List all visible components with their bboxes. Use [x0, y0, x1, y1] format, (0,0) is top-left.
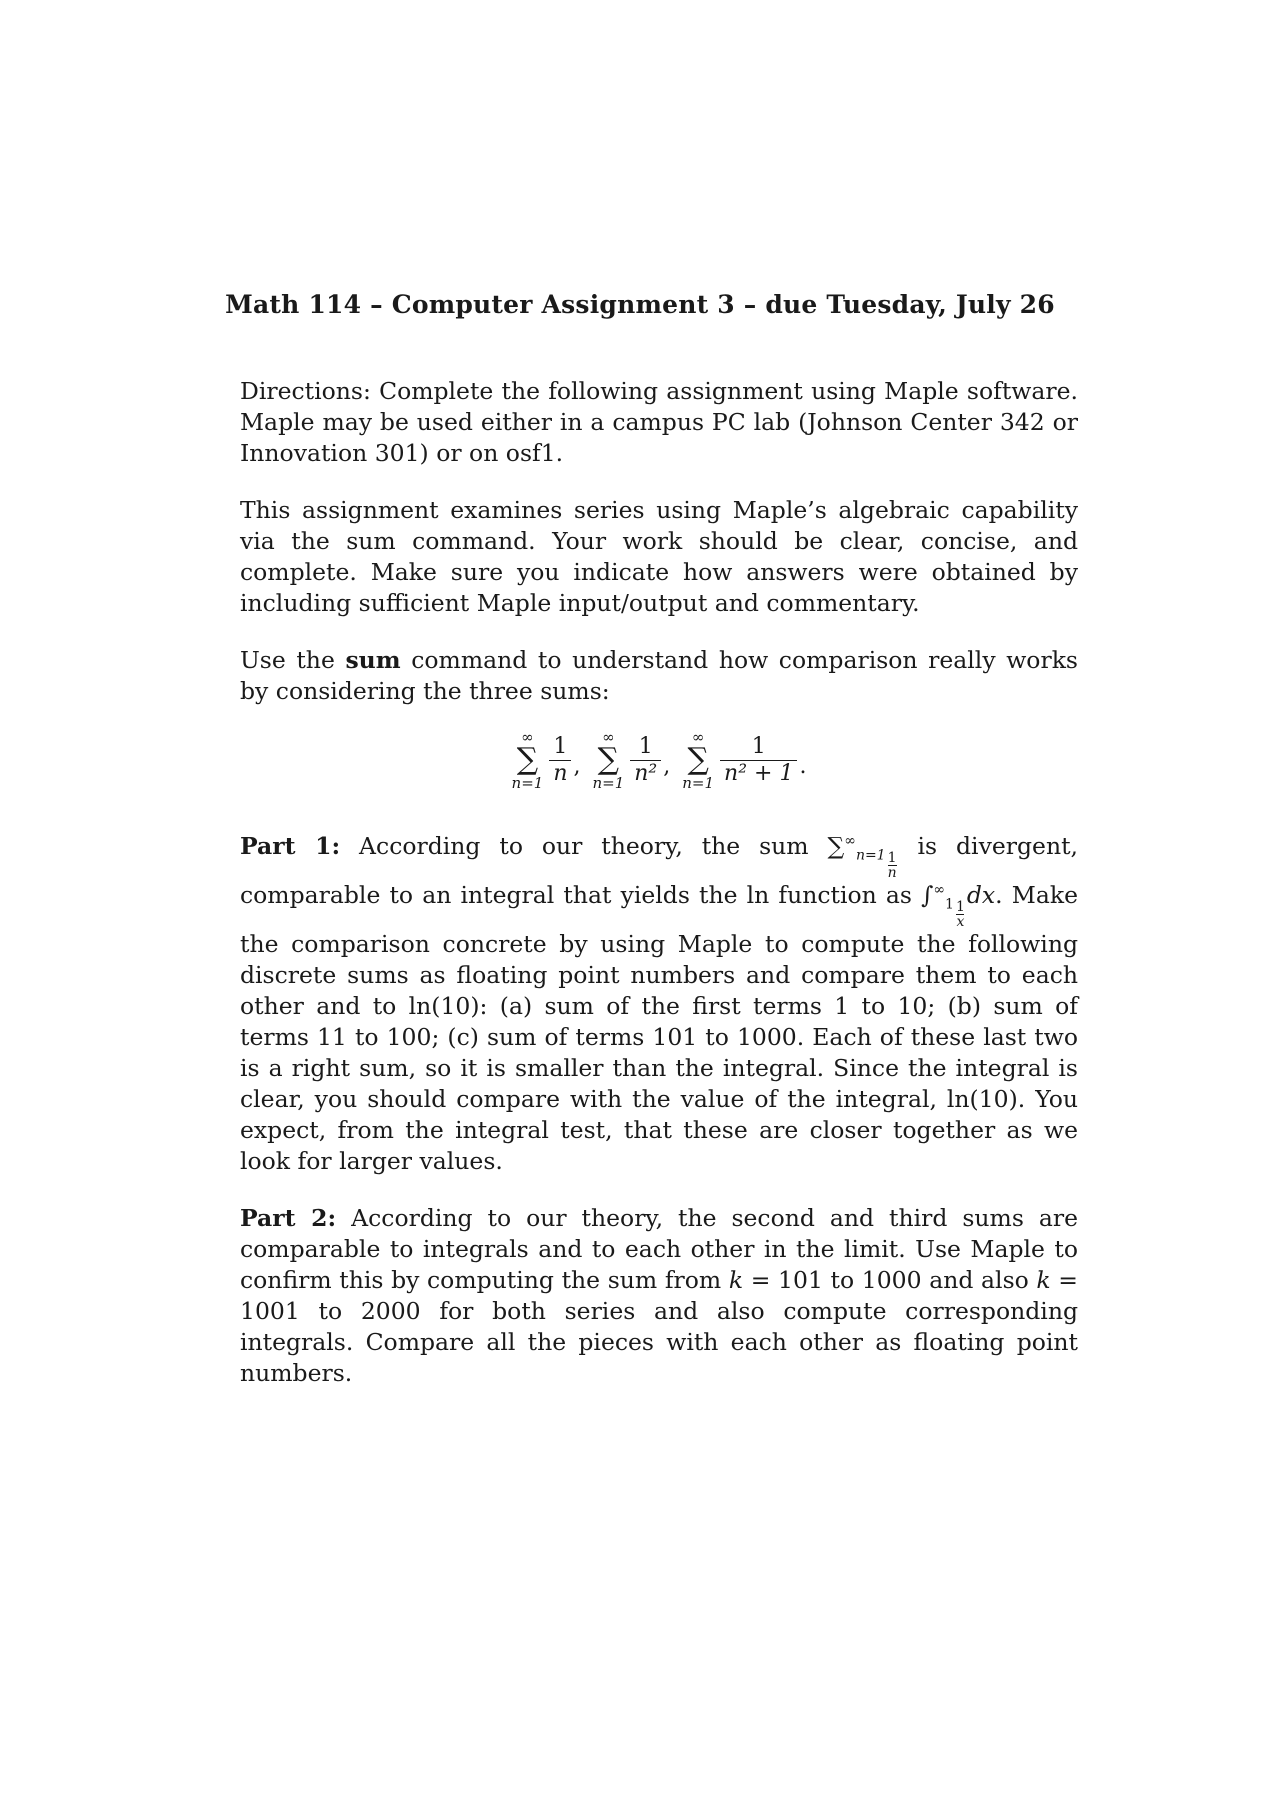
sigma-1-lower: n=1	[511, 774, 544, 792]
sigma-3-upper: ∞	[691, 728, 705, 746]
use-sum-suffix: command to understand how comparison really works by considering the three sums:	[240, 646, 1078, 705]
fraction-1-num: 1	[553, 733, 568, 759]
integral-upper: ∞	[933, 882, 946, 899]
sigma-1	[512, 729, 544, 791]
directions-paragraph: Directions: Complete the following assignment using Maple software. Maple may be used either in a campus PC lab (Johnson Center 342 or Innovation 301) or on osf1.	[240, 377, 1078, 467]
integral-frac	[956, 900, 965, 929]
sigma-2	[592, 729, 624, 791]
part2-k2: k	[1036, 1266, 1051, 1294]
display-sum-3	[682, 729, 806, 791]
inline-frac	[888, 851, 897, 880]
sigma-symbol-icon: ∑	[687, 742, 709, 777]
part1-text-a: According to our theory, the sum	[340, 832, 828, 860]
part2-range1: = 101 to 1000 and also	[743, 1266, 1037, 1294]
part1-text-c: . Make the comparison concrete by using Maple to compute the following discrete sums as floating point numbers and compare them to each other and to ln(10): (a) sum of the first terms 1 to 10; (b) sum of terms 11 to 100; (c) sum of terms 101 to 1000. Each of these last two is a right sum, so it is smaller than the integral. Since the integral is clear, you should compare with the value of the integral, ln(10). You expect, from the integral test, that these are closer together as we look for larger values.	[240, 881, 1078, 1175]
part2-label: Part 2:	[240, 1204, 337, 1232]
punct-2: ,	[663, 753, 671, 779]
inline-sum-lower: n=1	[855, 847, 886, 864]
integral-sign-icon: ∫	[921, 881, 934, 909]
part1-paragraph	[240, 831, 1078, 1177]
sigma-3-lower: n=1	[682, 774, 715, 792]
sigma-symbol-icon: ∑	[516, 742, 539, 777]
fraction-1-den: n	[549, 760, 571, 787]
intro-paragraph: This assignment examines series using Maple’s algebraic capability via the sum command. Your work should be clear, concise, and complete. Make sure you indicate how answers were obtained by including sufficient Maple input/output and commentary.	[240, 496, 1078, 617]
part1-inline-integral	[921, 881, 996, 930]
integral-frac-num: 1	[955, 899, 965, 915]
punct-1: ,	[573, 753, 581, 779]
fraction-2	[630, 734, 661, 787]
inline-sigma-icon: ∑	[827, 832, 845, 860]
sigma-1-upper: ∞	[521, 728, 534, 746]
part2-paragraph	[240, 1203, 1078, 1389]
fraction-1	[549, 734, 571, 787]
sigma-3	[682, 729, 714, 791]
fraction-2-num: 1	[638, 733, 653, 759]
use-sum-paragraph	[240, 645, 1078, 707]
part2-range2: = 1001 to 2000 for both series and also compute corresponding integrals. Compare all the pieces with each other as floating point numbers.	[240, 1266, 1079, 1387]
fraction-2-den: n²	[630, 760, 661, 787]
sigma-symbol-icon: ∑	[597, 742, 620, 777]
part2-k1: k	[728, 1266, 744, 1294]
integral-lower: 1	[945, 896, 954, 913]
page-title: Math 114 – Computer Assignment 3 – due Tuesday, July 26	[225, 290, 1055, 319]
fraction-3	[720, 734, 797, 787]
part2-text-a: According to our theory, the second and third sums are comparable to integrals and to each other in the limit. Use Maple to confirm this by computing the sum from	[240, 1204, 1078, 1294]
part1-text-b: is divergent, comparable to an integral that yields the ln function as	[240, 832, 1078, 909]
display-sum-2	[592, 729, 670, 791]
inline-frac-den: n	[887, 865, 897, 881]
integral-dx: dx	[966, 881, 996, 909]
sum-keyword: sum	[345, 646, 401, 674]
part1-label: Part 1:	[240, 832, 341, 860]
inline-frac-num: 1	[887, 850, 897, 866]
use-sum-prefix: Use the	[240, 646, 346, 674]
fraction-3-den: n² + 1	[720, 760, 797, 787]
display-sums	[240, 715, 1078, 805]
sigma-2-lower: n=1	[592, 774, 625, 792]
document-body	[240, 376, 1078, 1415]
integral-frac-den: x	[956, 914, 965, 930]
fraction-3-num: 1	[751, 733, 766, 759]
sigma-2-upper: ∞	[602, 728, 615, 746]
part1-inline-sum	[827, 832, 898, 881]
display-sum-1	[512, 729, 581, 791]
inline-sum-upper: ∞	[844, 833, 856, 850]
punct-3: .	[799, 753, 807, 779]
